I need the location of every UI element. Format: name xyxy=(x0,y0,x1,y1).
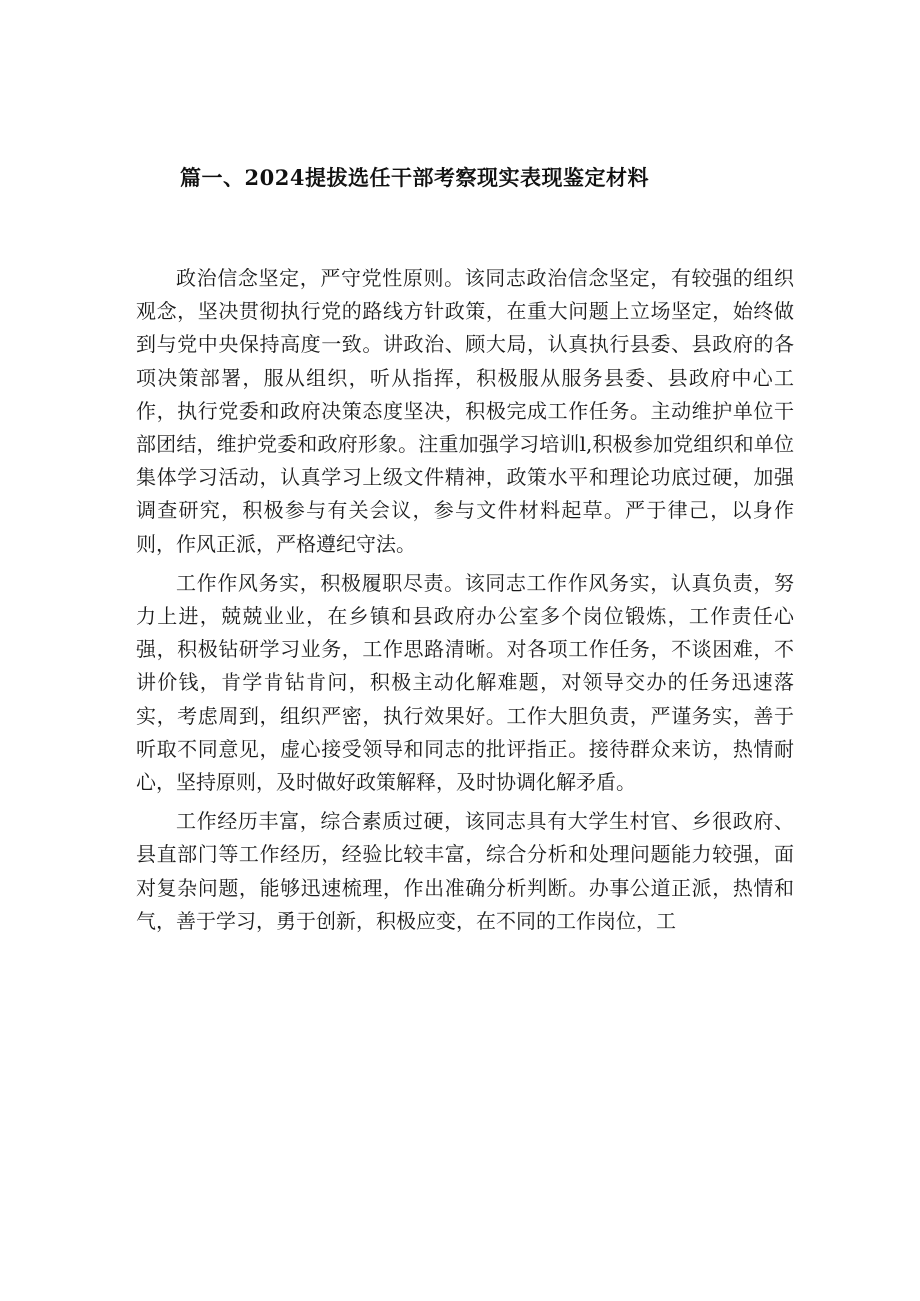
paragraph-experience: 工作经历丰富，综合素质过硬，该同志具有大学生村官、乡很政府、县直部门等工作经历，经验比较丰富，综合分析和处理问题能力较强，面对复杂问题，能够迅速梳理，作出准确分析判断。办事公道正派，热情和气，善于学习，勇于创新，积极应变，在不同的工作岗位，工 xyxy=(136,809,794,933)
document-body xyxy=(136,262,794,944)
document-title: 篇一、2024提拔选任干部考察现实表现鉴定材料 xyxy=(180,165,649,190)
paragraph-political: 政治信念坚定，严守党性原则。该同志政治信念坚定，有较强的组织观念，坚决贯彻执行党的路线方针政策，在重大问题上立场坚定，始终做到与党中央保持高度一致。讲政治、顾大局，认真执行县委、县政府的各项决策部署，服从组织，听从指挥，积极服从服务县委、县政府中心工作，执行党委和政府决策态度坚决，积极完成工作任务。主动维护单位干部团结，维护党委和政府形象。注重加强学习培训l,积极参加党组织和单位集体学习活动，认真学习上级文件精神，政策水平和理论功底过硬，加强调查研究，积极参与有关会议，参与文件材料起草。严于律己，以身作则，作风正派，严格遵纪守法。 xyxy=(136,266,794,556)
paragraph-work-style: 工作作风务实，积极履职尽责。该同志工作作风务实，认真负责，努力上进，兢兢业业，在乡镇和县政府办公室多个岗位锻炼，工作责任心强，积极钻研学习业务，工作思路清晰。对各项工作任务，不谈困难，不讲价钱，肯学肯钻肯问，积极主动化解难题，对领导交办的任务迅速落实，考虑周到，组织严密，执行效果好。工作大胆负责，严谨务实，善于听取不同意见，虚心接受领导和同志的批评指正。接待群众来访，热情耐心，坚持原则，及时做好政策解释，及时协调化解矛盾。 xyxy=(136,570,794,795)
